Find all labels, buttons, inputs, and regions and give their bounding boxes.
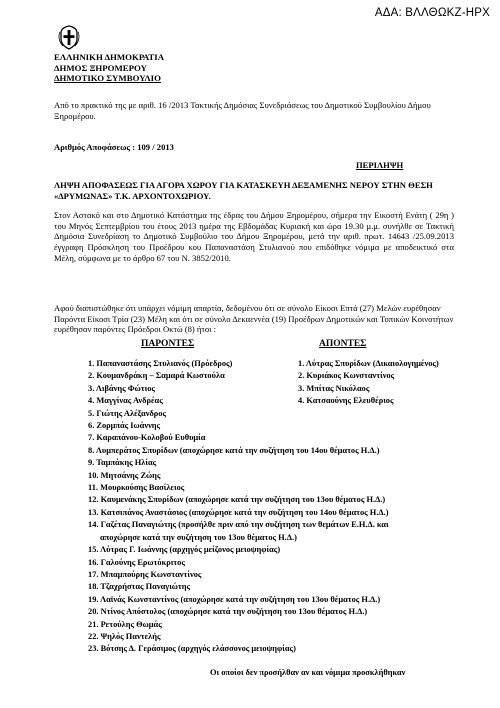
footer-note: Οι οποίοι δεν προσήλθαν αν και νόμιμα προσκλήθηκαν xyxy=(210,668,406,677)
absent-title: ΑΠΟΝΤΕΣ xyxy=(319,339,367,349)
list-item: 4. Μαγγίνας Ανδρέας xyxy=(88,396,163,406)
list-item: 12. Καυμενάκης Σπυρίδων (αποχώρησε κατά την συζήτηση του 13ου θέματος Η.Δ.) xyxy=(88,495,386,505)
document-header xyxy=(54,52,164,84)
list-item: 11. Μουρκούσης Βασίλειος xyxy=(88,483,185,493)
header-municipality: ΔΗΜΟΣ ΞΗΡΟΜΕΡΟΥ xyxy=(54,62,147,73)
list-item: 8. Λυμπεράτος Σπυρίδων (αποχώρησε κατά την συζήτηση του 14ου θέματος Η.Δ.) xyxy=(88,445,380,455)
list-item: 10. Μητσάνης Ζώης xyxy=(88,470,161,480)
list-item: 13. Κατσιπάνος Αναστάσιος (αποχώρησε κατά την συζήτηση του 14ου θέματος Η.Δ.) xyxy=(88,507,389,517)
header-republic: ΕΛΛΗΝΙΚΗ ΔΗΜΟΚΡΑΤΙΑ xyxy=(54,52,165,62)
list-item: 7. Καραπάνου-Κολοβού Ευθυμία xyxy=(88,433,206,443)
list-item: 16. Γαλούνης Ερωτόκριτος xyxy=(88,557,185,567)
list-item: 1. Λύτρας Σπυρίδων (Δικαιολογημένος) xyxy=(298,359,439,368)
greek-coat-of-arms-icon xyxy=(58,24,80,50)
list-item: 6. Ζορμπάς Ιωάννης xyxy=(88,421,161,431)
subject-heading: ΛΗΨΗ ΑΠΟΦΑΣΕΩΣ ΓΙΑ ΑΓΟΡΑ ΧΩΡΟΥ ΓΙΑ ΚΑΤΑΣΚΕΥΗ ΔΕΞΑΜΕΝΗΣ ΝΕΡΟΥ ΣΤΗΝ ΘΕΣΗ «ΔΡΥΜΩΝΑΣ» Τ.Κ. ΑΡΧΟΝΤΟΧΩΡΙΟΥ. xyxy=(54,180,433,201)
list-item: 2. Κουμανδράκη – Σαμαρά Κωστούλα xyxy=(88,371,225,381)
list-item: 3. Λιβάνης Φώτιος xyxy=(88,383,155,393)
quorum-paragraph: Αφού διαπιστώθηκε ότι υπάρχει νόμιμη απαρτία, δεδομένου ότι σε σύνολο Είκοσι Επτά (27) Μελών ευρέθησαν Παρόντα Είκοσι Τρία (23) Μέλη και ότι σε σύνολο Δεκαεννέα (19) Προέδρων Δημοτικών και Τοπικών Κοινοτήτων ευρέθησαν παρόντες Πρόεδροι Οκτώ (8) ήτοι : xyxy=(54,303,454,335)
list-item: αποχώρησε κατά την συζήτηση του 13ου θέματος Η.Δ.) xyxy=(100,532,297,542)
list-item: 5. Γιώτης Αλέξανδρος xyxy=(88,408,166,418)
list-item: 17. Μπαμπούρης Κωνσταντίνος xyxy=(88,569,202,579)
list-item: 2. Κυριάκος Κωνσταντίνος xyxy=(298,371,395,381)
summary-heading: ΠΕΡΙΛΗΨΗ xyxy=(356,160,404,170)
list-item: 15. Λύτρας Γ. Ιωάννης (αρχηγός μείζονος μειοψηφίας) xyxy=(88,545,281,555)
list-item: 20. Ντίνος Απόστολος (αποχώρησε κατά την συζήτηση του 13ου θέματος Η.Δ.) xyxy=(88,607,368,617)
ada-code: ΑΔΑ: ΒΛΛΘΩΚΖ-ΗΡΧ xyxy=(374,7,490,19)
absent-members-list xyxy=(298,358,473,408)
intro-paragraph: Από το πρακτικό της με αριθ. 16 /2013 Τακτικής Δημόσιας Συνεδριάσεως του Δημοτικού Συμβουλίου Δήμου Ξηρομέρου. xyxy=(54,100,431,121)
list-item: 4. Κατσαούνης Ελευθέριος xyxy=(298,396,394,406)
list-item: 3. Μπίτας Νικόλαος xyxy=(298,383,370,393)
list-item: 9. Ταμπάκης Ηλίας xyxy=(88,458,157,468)
list-item: 18. Τζαχρήστας Παναγιώτης xyxy=(88,582,191,592)
meeting-paragraph: Στον Αστακό και στο Δημοτικό Κατάστημα της έδρας του Δήμου Ξηρομέρου, σήμερα την Εικοστή Ενάτη ( 29η ) του Μηνός Σεπτεμβρίου του έτους 2013 ημέρα της Εβδομάδας Κυριακή και ώρα 19.30 μ.μ. συνήλθε σε Τακτική Δημόσια Συνεδρίαση το Δημοτικό Συμβούλιο του Δήμου Ξηρομέρου, μετά την αριθ. πρωτ. 14643 /25.09.2013 έγγραφη Πρόσκληση του Προέδρου κου Παπαναστάση Στυλιανού που επιδόθηκε νόμιμα με αποδεικτικό στα Μέλη, σύμφωνα με το άρθρο 67 του Ν. 3852/2010. xyxy=(54,210,454,263)
list-item: 21. Ρετούλης Θωμάς xyxy=(88,619,162,629)
list-item: 14. Γαζέτας Παναγιώτης (προσήλθε πριν από την συζήτηση των θεμάτων Ε.Η.Δ. και xyxy=(88,520,389,530)
list-item: 19. Λαϊνάς Κωνσταντίνος (αποχώρησε κατά την συζήτηση του 13ου θέματος Η.Δ.) xyxy=(88,594,381,604)
present-title: ΠΑΡΟΝΤΕΣ xyxy=(141,339,195,349)
list-item: 22. Ψηλός Παντελής xyxy=(88,631,161,641)
list-item: 23. Βότσης Δ. Γεράσιμος (αρχηγός ελάσσονος μειοψηφίας) xyxy=(88,644,296,654)
list-item: 1. Παπαναστάσης Στυλιανός (Πρόεδρος) xyxy=(88,359,233,368)
decision-number: Αριθμός Αποφάσεως : 109 / 2013 xyxy=(54,142,174,152)
header-council: ΔΗΜΟΤΙΚΟ ΣΥΜΒΟΥΛΙΟ xyxy=(54,73,161,84)
